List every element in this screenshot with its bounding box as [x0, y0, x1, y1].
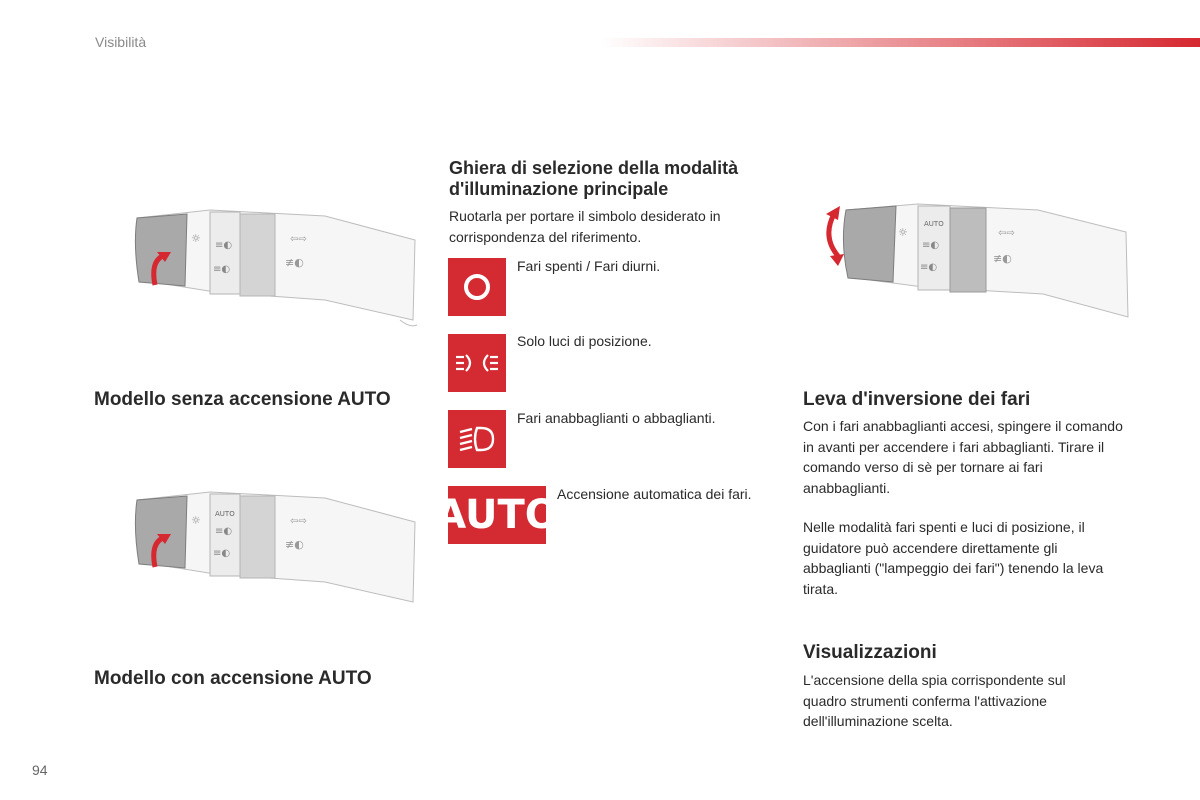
headlamp-icon [457, 422, 497, 456]
svg-text:☼: ☼ [191, 232, 201, 245]
auto-icon [435, 486, 559, 544]
svg-text:≢◐: ≢◐ [285, 538, 304, 551]
selector-ring-title: Ghiera di selezione della modalità d'illuminazione principale [449, 158, 739, 199]
svg-text:☼: ☼ [898, 226, 908, 239]
stalk-illustration-flash [808, 192, 1133, 327]
svg-text:≡◐: ≡◐ [920, 262, 938, 273]
stalk-illustration-without-auto [125, 200, 420, 335]
mode-headlamp-label: Fari anabbaglianti o abbaglianti. [517, 410, 716, 426]
mode-auto-label: Accensione automatica dei fari. [557, 486, 752, 502]
headlamp-icon-box [448, 410, 506, 468]
display-paragraph: L'accensione della spia corrispondente sul quadro strumenti conferma l'attivazione dell'illuminazione scelta. [803, 672, 1066, 729]
flash-lever-title: Leva d'inversione dei fari [803, 389, 1031, 410]
display-title: Visualizzazioni [803, 642, 937, 663]
section-title: Visibilità [95, 34, 147, 50]
circle-off-icon [460, 270, 494, 304]
model-without-auto-heading: Modello senza accensione AUTO [94, 389, 391, 410]
svg-text:⇦⇨: ⇦⇨ [998, 228, 1015, 239]
flash-lever-paragraph-2: Nelle modalità fari spenti e luci di posizione, il guidatore può accendere direttamente gli abbaglianti ("lampeggio dei fari") tenendo la leva tirata. [803, 519, 1104, 597]
model-with-auto-heading: Modello con accensione AUTO [94, 668, 372, 689]
svg-text:≢◐: ≢◐ [285, 256, 304, 269]
svg-text:≢◐: ≢◐ [993, 252, 1012, 265]
side-lights-icon-box [448, 334, 506, 392]
side-lights-icon [454, 348, 500, 378]
svg-text:≡◐: ≡◐ [213, 548, 231, 559]
header-accent-bar [600, 38, 1200, 47]
svg-text:⇦⇨: ⇦⇨ [290, 234, 307, 245]
svg-text:⇦⇨: ⇦⇨ [290, 516, 307, 527]
flash-lever-paragraph-1: Con i fari anabbaglianti accesi, spingere il comando in avanti per accendere i fari abbaglianti. Tirare il comando verso di sè per tornare ai fari anabbaglianti. [803, 418, 1123, 496]
svg-text:≡◐: ≡◐ [215, 240, 233, 251]
selector-ring-intro: Ruotarla per portare il simbolo desiderato in corrispondenza del riferimento. [449, 208, 721, 245]
svg-text:☼: ☼ [191, 514, 201, 527]
svg-text:≡◐: ≡◐ [213, 264, 231, 275]
stalk-auto-label-right: AUTO [924, 220, 944, 228]
mode-sidelights-label: Solo luci di posizione. [517, 333, 652, 349]
page-number: 94 [32, 762, 48, 778]
auto-icon-text: AUTO [435, 492, 559, 538]
lights-off-icon-box [448, 258, 506, 316]
svg-text:≡◐: ≡◐ [922, 240, 940, 251]
svg-text:≡◐: ≡◐ [215, 526, 233, 537]
stalk-auto-label: AUTO [215, 510, 235, 518]
stalk-illustration-with-auto [125, 482, 420, 617]
mode-off-label: Fari spenti / Fari diurni. [517, 258, 661, 274]
